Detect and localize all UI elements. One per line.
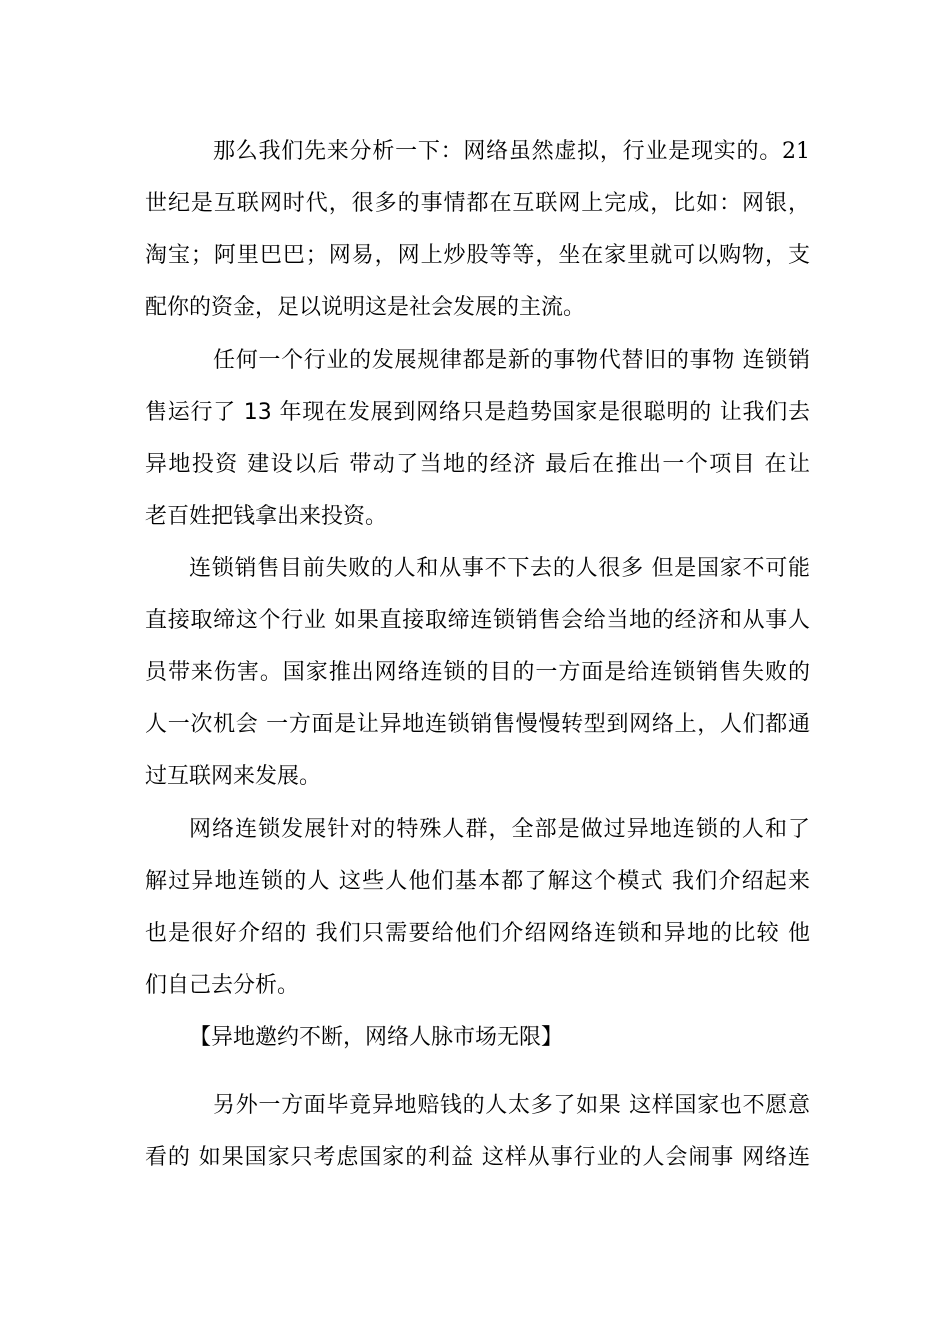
paragraph-line: 那么我们先来分析一下：网络虽然虚拟，行业是现实的。21 — [213, 139, 810, 164]
paragraph-line: 淘宝；阿里巴巴；网易，网上炒股等等，坐在家里就可以购物，支 — [145, 243, 810, 268]
section-heading — [145, 1012, 810, 1064]
paragraph-line: 也是很好介绍的 我们只需要给他们介绍网络连锁和异地的比较 他 — [145, 921, 810, 946]
paragraph-line: 配你的资金，足以说明这是社会发展的主流。 — [145, 295, 586, 320]
paragraph-line: 任何一个行业的发展规律都是新的事物代替旧的事物 连锁销 — [213, 348, 810, 373]
paragraph-line: 另外一方面毕竟异地赔钱的人太多了如果 这样国家也不愿意 — [213, 1093, 810, 1118]
paragraph-line: 网络连锁发展针对的特殊人群，全部是做过异地连锁的人和了 — [189, 817, 810, 842]
paragraph-industry-rule — [145, 335, 810, 543]
paragraph-line: 看的 如果国家只考虑国家的利益 这样从事行业的人会闹事 网络连 — [145, 1145, 810, 1170]
paragraph-line: 人一次机会 一方面是让异地连锁销售慢慢转型到网络上，人们都通 — [145, 712, 810, 737]
paragraph-line: 解过异地连锁的人 这些人他们基本都了解这个模式 我们介绍起来 — [145, 869, 810, 894]
paragraph-line: 们自己去分析。 — [145, 973, 300, 998]
paragraph-line: 异地投资 建设以后 带动了当地的经济 最后在推出一个项目 在让 — [145, 452, 810, 477]
paragraph-line: 老百姓把钱拿出来投资。 — [145, 504, 388, 529]
paragraph-line: 连锁销售目前失败的人和从事不下去的人很多 但是国家不可能 — [189, 556, 810, 581]
paragraph-intro — [145, 126, 810, 334]
paragraph-target-group — [145, 804, 810, 1012]
section-heading-text: 【异地邀约不断，网络人脉市场无限】 — [189, 1025, 564, 1050]
paragraph-line: 直接取缔这个行业 如果直接取缔连锁销售会给当地的经济和从事人 — [145, 608, 810, 633]
paragraph-other-side — [145, 1080, 810, 1184]
paragraph-line: 员带来伤害。国家推出网络连锁的目的一方面是给连锁销售失败的 — [145, 660, 810, 685]
paragraph-line: 售运行了 13 年现在发展到网络只是趋势国家是很聪明的 让我们去 — [145, 400, 810, 425]
paragraph-line: 过互联网来发展。 — [145, 764, 322, 789]
paragraph-line: 世纪是互联网时代，很多的事情都在互联网上完成，比如：网银， — [145, 191, 810, 216]
paragraph-chain-sales-failure — [145, 543, 810, 803]
